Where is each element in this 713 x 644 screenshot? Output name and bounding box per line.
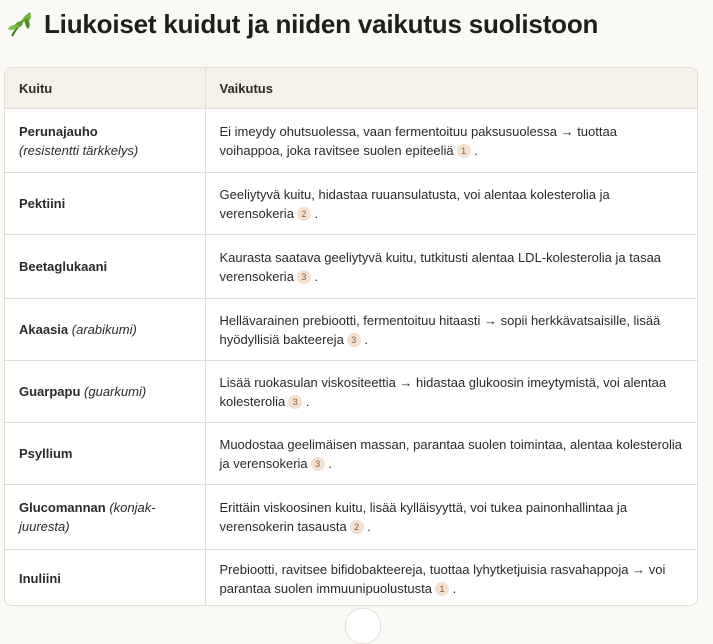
table-row — [5, 550, 697, 607]
table-row — [5, 299, 697, 361]
fiber-name-cell — [5, 550, 205, 607]
fiber-name-cell — [5, 235, 205, 299]
effect-cell: Geeliytyvä kuitu, hidastaa ruuansulatusta, voi alentaa kolesterolia ja verensokeria 2 . — [205, 173, 697, 235]
citation-badge[interactable]: 3 — [347, 333, 361, 347]
fiber-name: Glucomannan — [19, 500, 106, 515]
effect-text: Kaurasta saatava geeliytyvä kuitu, tutkitusti alentaa LDL-kolesterolia ja tasaa verensokeria — [219, 249, 662, 284]
fiber-name-cell — [5, 299, 205, 361]
column-header-effect: Vaikutus — [205, 68, 697, 109]
citation-badge[interactable]: 2 — [350, 520, 364, 534]
citation-badge[interactable]: 3 — [288, 395, 302, 409]
fiber-name: Psyllium — [19, 446, 73, 461]
fiber-table — [4, 67, 698, 606]
fiber-name-cell — [5, 361, 205, 423]
column-header-fiber: Kuitu — [5, 68, 205, 109]
citation-badge[interactable]: 3 — [297, 270, 311, 284]
effect-cell: Prebiootti, ravitsee bifidobakteereja, tuottaa lyhytketjuisia rasvahappoja → voi parantaa suolen immuunipuolustusta 1 . — [205, 550, 697, 607]
effect-text: Prebiootti, ravitsee bifidobakteereja, tuottaa lyhytketjuisia rasvahappoja → voi parantaa suolen immuunipuolustusta — [219, 561, 666, 596]
table-row — [5, 173, 697, 235]
table-row — [5, 485, 697, 550]
table-header-row — [5, 68, 697, 109]
fiber-alt-name: (resistentti tärkkelys) — [19, 142, 139, 158]
fiber-name: Inuliini — [19, 571, 61, 587]
fiber-name-cell — [5, 173, 205, 235]
fiber-name-cell — [5, 109, 205, 173]
effect-cell: Ei imeydy ohutsuolessa, vaan fermentoituu paksusuolessa → tuottaa voihappoa, joka ravitsee suolen epiteeliä 1 . — [205, 109, 697, 173]
effect-cell: Muodostaa geelimäisen massan, parantaa suolen toimintaa, alentaa kolesterolia ja verensokeria 3 . — [205, 423, 697, 485]
fiber-name: Pektiini — [19, 196, 66, 211]
fiber-name: Beetaglukaani — [19, 259, 108, 274]
fiber-name: Perunajauho — [19, 123, 98, 139]
page-title — [6, 6, 598, 42]
fiber-name: Guarpapu — [19, 384, 81, 399]
citation-badge[interactable]: 1 — [457, 144, 471, 158]
citation-badge[interactable]: 1 — [435, 582, 449, 596]
table-row — [5, 235, 697, 299]
effect-cell: Erittäin viskoosinen kuitu, lisää kylläisyyttä, voi tukea painonhallintaa ja verensokerin tasausta 2 . — [205, 485, 697, 550]
title-text: Liukoiset kuidut ja niiden vaikutus suolistoon — [44, 8, 599, 39]
effect-text: Ei imeydy ohutsuolessa, vaan fermentoituu paksusuolessa → tuottaa voihappoa, joka ravitsee suolen epiteeliä — [219, 123, 617, 158]
effect-cell: Lisää ruokasulan viskositeettia → hidastaa glukoosin imeytymistä, voi alentaa kolesterolia 3 . — [205, 361, 697, 423]
fiber-name-cell — [5, 423, 205, 485]
herb-leaf-icon — [6, 9, 36, 39]
effect-cell: Kaurasta saatava geeliytyvä kuitu, tutkitusti alentaa LDL-kolesterolia ja tasaa verensokeria 3 . — [205, 235, 697, 299]
effect-text: Lisää ruokasulan viskositeettia → hidastaa glukoosin imeytymistä, voi alentaa kolesterolia — [219, 374, 667, 409]
table-row — [5, 423, 697, 485]
effect-text: Hellävarainen prebiootti, fermentoituu hitaasti → sopii herkkävatsaisille, lisää hyödyllisiä bakteereja — [219, 312, 661, 347]
fiber-alt-name: (konjak-juuresta) — [19, 500, 156, 534]
fiber-name: Akaasia — [19, 322, 69, 337]
fiber-alt-name: (arabikumi) — [71, 322, 137, 337]
table-row — [5, 361, 697, 423]
citation-badge[interactable]: 3 — [311, 457, 325, 471]
effect-text: Geeliytyvä kuitu, hidastaa ruuansulatusta, voi alentaa kolesterolia ja verensokeria — [219, 186, 610, 221]
effect-text: Erittäin viskoosinen kuitu, lisää kylläisyyttä, voi tukea painonhallintaa ja verensokerin tasausta — [219, 500, 628, 534]
fiber-alt-name: (guarkumi) — [84, 384, 147, 399]
fiber-name-cell — [5, 485, 205, 550]
effect-text: Muodostaa geelimäisen massan, parantaa suolen toimintaa, alentaa kolesterolia ja verensokeria — [219, 436, 683, 471]
effect-cell: Hellävarainen prebiootti, fermentoituu hitaasti → sopii herkkävatsaisille, lisää hyödyllisiä bakteereja 3 . — [205, 299, 697, 361]
citation-badge[interactable]: 2 — [297, 207, 311, 221]
table-row — [5, 109, 697, 173]
scroll-down-button[interactable] — [345, 608, 381, 644]
